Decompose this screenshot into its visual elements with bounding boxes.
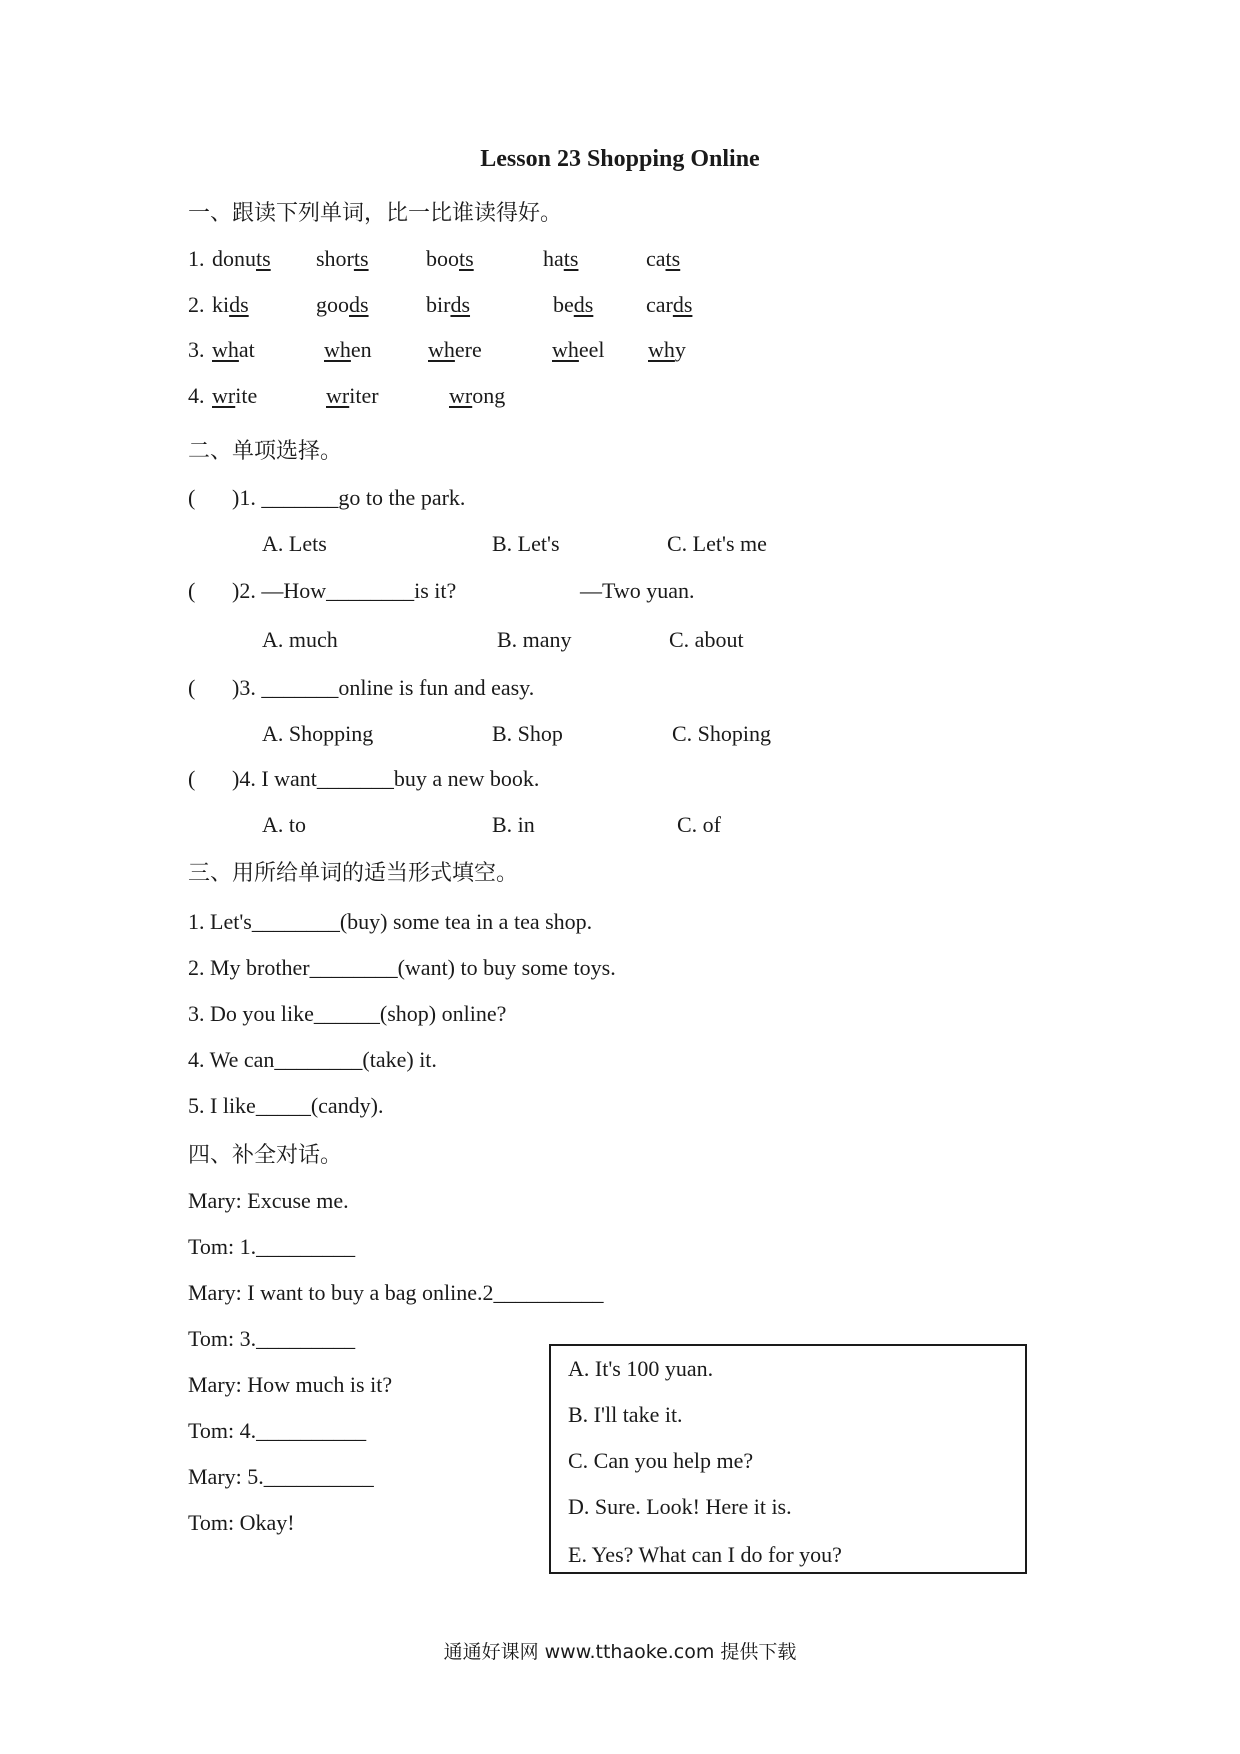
fill-in-item: 3. Do you like______(shop) online? [188, 1001, 507, 1026]
reading-word: what [212, 337, 255, 362]
choice-option: B. I'll take it. [568, 1402, 683, 1427]
reading-word: where [428, 337, 482, 362]
option-c: C. Let's me [667, 531, 767, 556]
word-row-number: 3. [188, 337, 205, 362]
reading-word: birds [426, 292, 471, 317]
underlined-letters: ds [349, 292, 369, 317]
dialogue-line: Tom: Okay! [188, 1510, 295, 1535]
word-row-number: 4. [188, 383, 205, 408]
answer-paren: ( [188, 485, 196, 510]
word-row-number: 2. [188, 292, 205, 317]
option-a: A. to [262, 812, 306, 837]
option-c: C. about [669, 627, 744, 652]
underlined-letters: wh [428, 337, 455, 362]
fill-in-item: 2. My brother________(want) to buy some toys. [188, 955, 616, 980]
reading-word: hats [543, 246, 579, 271]
answer-paren: ( [188, 675, 196, 700]
reading-word: why [648, 337, 686, 362]
underlined-letters: wh [212, 337, 239, 362]
reading-word: wheel [552, 337, 605, 362]
choice-option: A. It's 100 yuan. [568, 1356, 714, 1381]
choice-option: C. Can you help me? [568, 1448, 754, 1473]
dialogue-line: Tom: 4.__________ [188, 1418, 367, 1443]
question-text: )4. I want_______buy a new book. [232, 766, 540, 791]
underlined-letters: ts [563, 246, 579, 271]
footer-credit: 通通好课网 www.tthaoke.com 提供下载 [443, 1641, 797, 1663]
reading-word: wrong [449, 383, 506, 408]
reading-word: donuts [212, 246, 271, 271]
choice-option: E. Yes? What can I do for you? [568, 1542, 842, 1567]
section-2-heading: 二、单项选择。 [188, 439, 343, 464]
underlined-letters: ts [665, 246, 681, 271]
reading-word: boots [426, 246, 474, 271]
option-a: A. much [262, 627, 338, 652]
dialogue-line: Tom: 3._________ [188, 1326, 356, 1351]
reading-word: shorts [316, 246, 369, 271]
dialogue-line: Mary: I want to buy a bag online.2__________ [188, 1280, 604, 1305]
option-c: C. Shoping [672, 721, 772, 746]
page-title: Lesson 23 Shopping Online [480, 146, 760, 172]
section-3-heading: 三、用所给单词的适当形式填空。 [188, 861, 519, 886]
question-text: )2. —How________is it? [232, 578, 457, 603]
reading-word: cats [646, 246, 681, 271]
underlined-letters: ds [229, 292, 249, 317]
underlined-letters: wr [449, 383, 473, 408]
option-a: A. Lets [262, 531, 327, 556]
option-b: B. many [497, 627, 572, 652]
underlined-letters: ts [353, 246, 369, 271]
reading-word: when [324, 337, 372, 362]
dialogue-line: Mary: Excuse me. [188, 1188, 349, 1213]
option-a: A. Shopping [262, 721, 374, 746]
answer-choices-box [549, 1344, 1027, 1574]
fill-in-item: 5. I like_____(candy). [188, 1093, 384, 1118]
underlined-letters: wr [212, 383, 236, 408]
reading-word: cards [646, 292, 693, 317]
underlined-letters: ds [672, 292, 693, 317]
option-b: B. in [492, 812, 535, 837]
underlined-letters: wh [648, 337, 675, 362]
question-reply: —Two yuan. [580, 578, 695, 603]
section-1-heading: 一、跟读下列单词，比一比谁读得好。 [188, 201, 563, 226]
underlined-letters: ts [256, 246, 271, 271]
answer-paren: ( [188, 766, 196, 791]
fill-in-item: 1. Let's________(buy) some tea in a tea shop. [188, 909, 593, 934]
option-b: B. Shop [492, 721, 563, 746]
option-c: C. of [677, 812, 721, 837]
choice-option: D. Sure. Look! Here it is. [568, 1494, 792, 1519]
word-row-number: 1. [188, 246, 205, 271]
answer-paren: ( [188, 578, 196, 603]
underlined-letters: ds [450, 292, 471, 317]
reading-word: beds [553, 292, 594, 317]
section-4-heading: 四、补全对话。 [188, 1143, 343, 1168]
underlined-letters: wh [552, 337, 579, 362]
reading-word: kids [212, 292, 249, 317]
reading-word: writer [326, 383, 379, 408]
fill-in-item: 4. We can________(take) it. [188, 1047, 437, 1072]
underlined-letters: ts [459, 246, 474, 271]
question-text: )1. _______go to the park. [232, 485, 466, 510]
underlined-letters: ds [573, 292, 594, 317]
reading-word: write [212, 383, 258, 408]
underlined-letters: wh [324, 337, 351, 362]
underlined-letters: wr [326, 383, 350, 408]
option-b: B. Let's [492, 531, 560, 556]
reading-word: goods [316, 292, 369, 317]
dialogue-line: Tom: 1._________ [188, 1234, 356, 1259]
dialogue-line: Mary: How much is it? [188, 1372, 393, 1397]
dialogue-line: Mary: 5.__________ [188, 1464, 374, 1489]
question-text: )3. _______online is fun and easy. [232, 675, 535, 700]
